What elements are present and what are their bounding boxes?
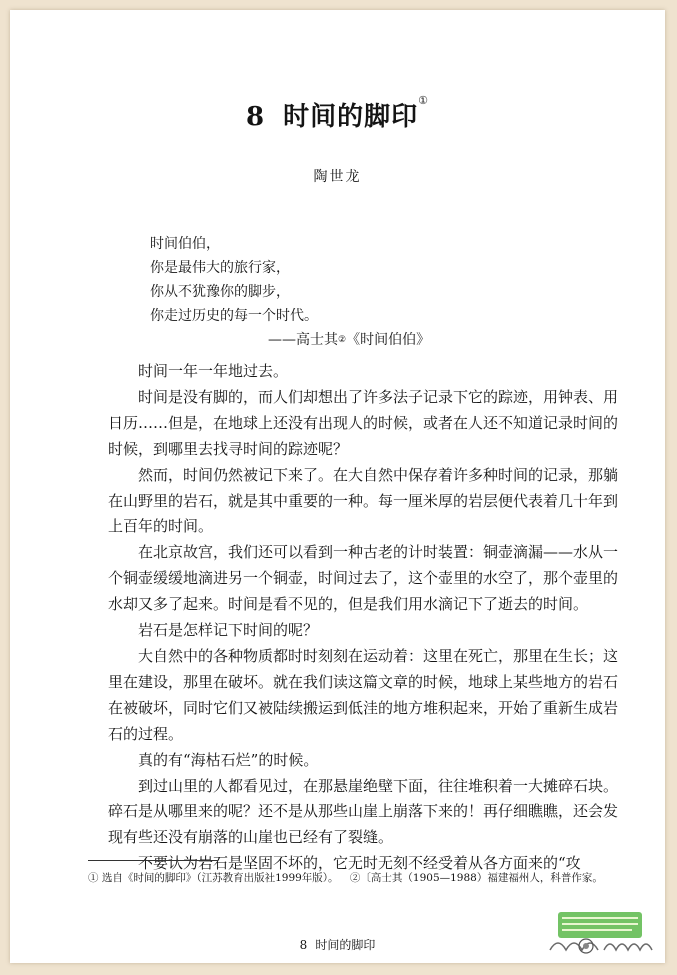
site-watermark-logo — [542, 910, 660, 960]
paragraph: 大自然中的各种物质都时时刻刻在运动着：这里在死亡，那里在生长；这里在建设，那里在破坏。就在我们读这篇文章的时候，地球上某些地方的岩石在被破坏，同时它们又被陆续搬运到低洼的地方堆积起来，开始了重新生成岩石的过程。 — [108, 646, 619, 743]
paragraph: 时间是没有脚的，而人们却想出了许多法子记录下它的踪迹，用钟表、用日历……但是，在地球上还没有出现人的时候，或者在人还不知道记录时间的时候，到哪里去找寻时间的踪迹呢？ — [108, 387, 619, 458]
poem-source — [268, 328, 430, 352]
footnote-item: ① 选自《时间的脚印》（江苏教育出版社1999年版）。 — [88, 872, 339, 884]
poem-line: 你是最伟大的旅行家， — [150, 260, 290, 276]
poem-line: 你从不犹豫你的脚步， — [150, 284, 290, 300]
paragraph: 时间一年一年地过去。 — [138, 362, 289, 380]
article-body — [108, 359, 628, 877]
poem-source-author: ——高士其 — [268, 332, 338, 348]
poem-line: 你走过历史的每一个时代。 — [150, 308, 318, 324]
paragraph: 到过山里的人都看见过，在那悬崖绝壁下面，往往堆积着一大摊碎石块。碎石是从哪里来的呢？还不是从那些山崖上崩落下来的！再仔细瞧瞧，还会发现有些还没有崩落的山崖也已经有了裂缝。 — [108, 776, 619, 847]
poem-line: 时间伯伯， — [150, 236, 220, 252]
poem-source-title: 《时间伯伯》 — [346, 332, 431, 348]
lesson-number: 8 — [246, 102, 266, 132]
paragraph: 岩石是怎样记下时间的呢？ — [138, 621, 319, 640]
page-number: 8 — [299, 938, 308, 952]
title-footnote-marker: ① — [418, 94, 429, 107]
lesson-title — [10, 96, 665, 133]
author-name: 陶世龙 — [313, 169, 362, 185]
footnotes — [88, 870, 648, 885]
paragraph: 然而，时间仍然被记下来了。在大自然中保存着许多种时间的记录，那躺在山野里的岩石，就是其中重要的一种。每一厘米厚的岩层便代表着几十年到上百年的时间。 — [108, 465, 619, 536]
paragraph: 真的有“海枯石烂”的时候。 — [138, 750, 319, 769]
textbook-page — [10, 10, 665, 963]
lesson-title-text: 时间的脚印 — [283, 102, 419, 132]
footnote-item: ②〔高士其（1905—1988）福建福州人，科普作家。 — [349, 872, 603, 884]
paragraph: 不要认为岩石是坚固不坏的，它无时无刻不经受着从各方面来的“攻 — [138, 854, 581, 873]
running-title: 时间的脚印 — [315, 938, 376, 952]
footnote-divider — [88, 860, 218, 861]
poem-source-footnote-marker: ② — [338, 335, 347, 345]
epigraph-poem — [150, 232, 570, 348]
paragraph: 在北京故宫，我们还可以看到一种古老的计时装置：铜壶滴漏——水从一个铜壶缓缓地滴进另一个铜壶，时间过去了，这个壶里的水空了，那个壶里的水却又多了起来。时间是看不见的，但是我们用水滴记下了逝去的时间。 — [108, 543, 619, 614]
